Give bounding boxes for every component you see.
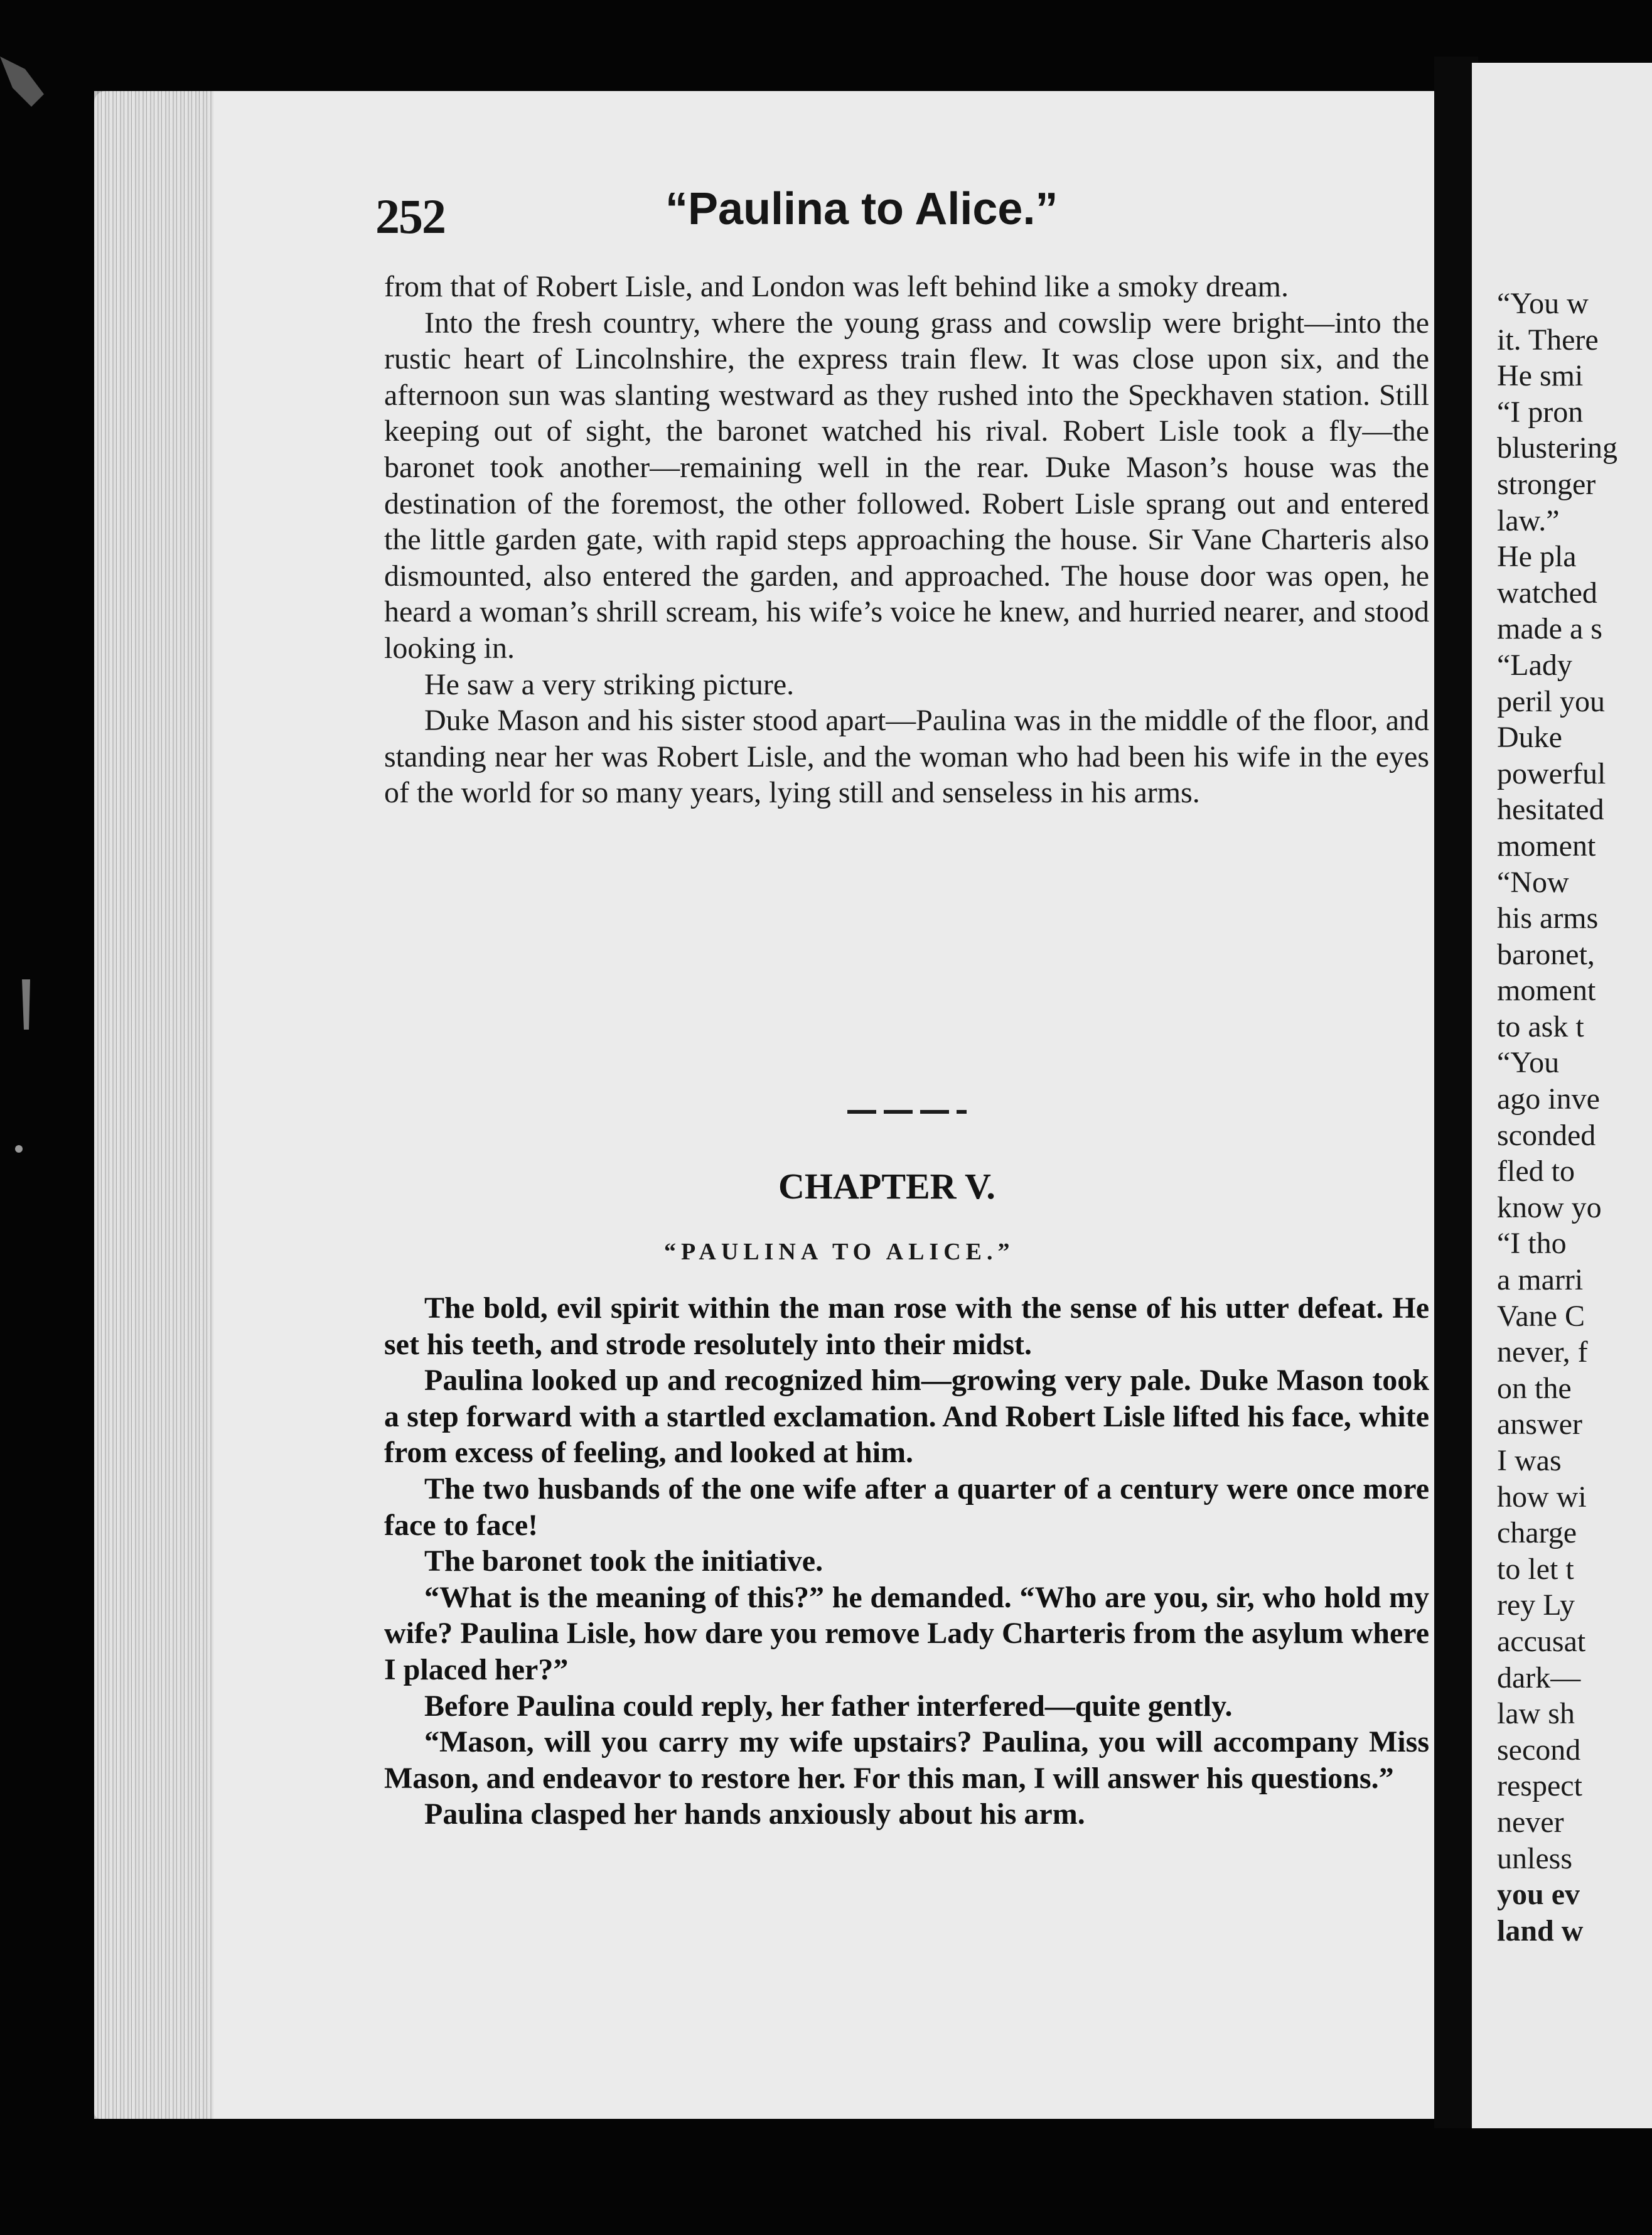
facing-line: a marri (1497, 1263, 1584, 1297)
facing-line: sconded (1497, 1118, 1596, 1152)
body-text-after-chapter (384, 1290, 1429, 1833)
paragraph: The bold, evil spirit within the man rose with the sense of his utter defeat. He set his teeth, and strode resolutely into their midst. (384, 1291, 1429, 1361)
facing-line: know yo (1497, 1190, 1602, 1224)
facing-line: I was (1497, 1444, 1562, 1477)
facing-line: “Now (1497, 865, 1569, 899)
paragraph: “Mason, will you carry my wife upstairs? Paulina, you will accompany Miss Mason, and endeavor to restore her. For this man, I will answer his questions.” (384, 1725, 1429, 1795)
facing-line: ago inve (1497, 1082, 1600, 1116)
facing-line: charge (1497, 1516, 1577, 1550)
facing-line: to let t (1497, 1552, 1574, 1586)
paragraph: Paulina clasped her hands anxiously about his arm. (424, 1797, 1085, 1831)
facing-line: dark— (1497, 1661, 1581, 1694)
facing-line: never, f (1497, 1335, 1588, 1369)
facing-line: “I tho (1497, 1227, 1567, 1261)
facing-line: peril you (1497, 684, 1605, 718)
paragraph: He saw a very striking picture. (424, 667, 795, 701)
facing-line: Duke (1497, 721, 1562, 755)
facing-line: “I pron (1497, 395, 1584, 429)
facing-line: unless (1497, 1841, 1572, 1875)
facing-line: Vane C (1497, 1299, 1585, 1333)
facing-line: He smi (1497, 359, 1584, 393)
facing-line: powerful (1497, 757, 1606, 790)
facing-line: it. There (1497, 323, 1599, 357)
facing-line: law.” (1497, 504, 1560, 537)
page-stack-edge (94, 91, 213, 2119)
running-title: “Paulina to Alice.” (665, 184, 1058, 234)
facing-line: answer (1497, 1408, 1582, 1441)
facing-line: respect (1497, 1769, 1582, 1803)
facing-line: second (1497, 1733, 1581, 1767)
facing-line: watched (1497, 576, 1597, 610)
facing-line: land w (1497, 1914, 1584, 1947)
section-divider (847, 1110, 967, 1114)
facing-line: moment (1497, 974, 1596, 1008)
facing-line: hesitated (1497, 793, 1604, 827)
facing-line: you ev (1497, 1878, 1580, 1912)
facing-line: never (1497, 1805, 1564, 1839)
facing-line: how wi (1497, 1480, 1587, 1514)
facing-line: on the (1497, 1371, 1572, 1405)
facing-line: made a s (1497, 612, 1602, 646)
paragraph: Duke Mason and his sister stood apart—Paulina was in the middle of the floor, and standing near her was Robert Lisle, and the woman who had been his wife in the eyes of the world for so many years, lying still and senseless in his arms. (384, 704, 1429, 810)
chapter-subtitle: “PAULINA TO ALICE.” (664, 1239, 1015, 1265)
facing-line: He pla (1497, 540, 1577, 574)
paragraph: Before Paulina could reply, her father interfered—quite gently. (424, 1689, 1233, 1723)
paragraph: “What is the meaning of this?” he demanded. “Who are you, sir, who hold my wife? Paulina Lisle, how dare you remove Lady Charteris from the asylum where I placed her?” (384, 1580, 1429, 1686)
facing-line: moment (1497, 829, 1596, 863)
facing-line: blustering (1497, 431, 1617, 465)
paragraph: The baronet took the initiative. (424, 1544, 823, 1578)
body-text-before-chapter (384, 269, 1429, 811)
page-number: 252 (375, 189, 445, 244)
facing-line: law sh (1497, 1697, 1575, 1731)
paragraph: Into the fresh country, where the young grass and cowslip were bright—into the rustic heart of Lincolnshire, the express train flew. It was close upon six, and the afternoon sun was slanting westward as they rushed into the Speckhaven station. Still keeping out of sight, the baronet watched his rival. Robert Lisle took a fly—the baronet took another—remaining well in the rear. Duke Mason’s house was the destination of the foremost, the other followed. Robert Lisle sprang out and entered the little garden gate, with rapid steps approaching the house. Sir Vane Charteris also dismounted, also entered the garden, and approached. The house door was open, he heard a woman’s shrill scream, his wife’s voice he knew, and hurried nearer, and stood looking in. (384, 306, 1429, 665)
facing-line: stronger (1497, 467, 1596, 501)
facing-line: “Lady (1497, 648, 1572, 682)
speck (15, 1145, 23, 1153)
paragraph: from that of Robert Lisle, and London was left behind like a smoky dream. (384, 270, 1289, 303)
facing-line: to ask t (1497, 1010, 1584, 1043)
facing-line: “You (1497, 1046, 1560, 1080)
facing-line: his arms (1497, 902, 1599, 935)
facing-page-text (1497, 286, 1652, 1949)
facing-line: baronet, (1497, 937, 1595, 971)
chapter-heading: CHAPTER V. (778, 1166, 995, 1207)
facing-line: accusat (1497, 1624, 1586, 1658)
paragraph: The two husbands of the one wife after a quarter of a century were once more face to face! (384, 1472, 1429, 1542)
facing-line: rey Ly (1497, 1588, 1575, 1622)
facing-line: fled to (1497, 1155, 1575, 1188)
facing-line: “You w (1497, 287, 1589, 320)
paragraph: Paulina looked up and recognized him—growing very pale. Duke Mason took a step forward with a startled exclamation. And Robert Lisle lifted his face, white from excess of feeling, and looked at him. (384, 1364, 1429, 1470)
